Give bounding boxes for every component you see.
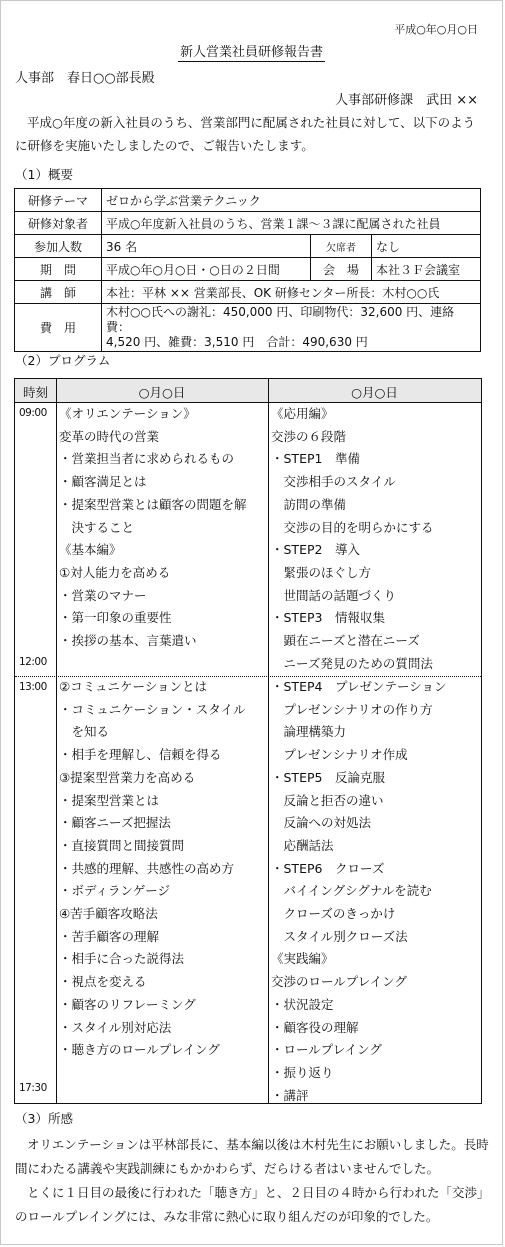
count-label: 参加人数 (15, 235, 102, 258)
program-item: ・苦手顧客の理解 (59, 928, 160, 944)
program-item: 反論と拒否の違い (271, 792, 384, 808)
time-label: 13:00 (19, 681, 47, 693)
time-label: 09:00 (19, 407, 47, 419)
report-date: 平成○年○月○日 (394, 23, 478, 36)
program-item: ・第一印象の重要性 (59, 610, 172, 626)
day2-column-header: ○月○日 (351, 385, 398, 400)
program-item: ・ボディランゲージ (59, 883, 171, 899)
table-row (15, 281, 481, 304)
report-title (1, 41, 502, 60)
day1-column-header: ○月○日 (138, 385, 186, 400)
program-item: 緊張のほぐし方 (271, 564, 372, 580)
program-item: ・営業のマナー (59, 587, 147, 603)
day2-afternoon-list (271, 676, 446, 1107)
program-table (14, 378, 482, 1104)
program-item: 《オリエンテーション》 (59, 406, 196, 421)
target-value: 平成○年度新入社員のうち、営業１課～３課に配属された社員 (102, 212, 481, 235)
program-item: ・視点を変える (59, 974, 147, 990)
program-item: ・聴き方のロールプレイング (59, 1042, 220, 1058)
lecturer-value: 本社：平林 ×× 営業部長、OK 研修センター所長：木村○○氏 (102, 281, 481, 304)
program-item: ・顧客満足とは (59, 474, 147, 490)
program-item: プレゼンシナリオの作り方 (271, 701, 433, 717)
time-label: 17:30 (19, 1082, 47, 1094)
venue-label: 会 場 (311, 258, 372, 281)
cost-line: 4,520 円、雑費：3,510 円 合計：490,630 円 (106, 335, 368, 349)
table-row (15, 258, 481, 281)
sender: 人事部研修課 武田 ×× (335, 93, 478, 108)
target-label: 研修対象者 (15, 212, 102, 235)
period-label: 期 問 (15, 258, 102, 281)
program-item: ②コミュニケーションとは (59, 679, 207, 694)
program-item: 訪問の準備 (271, 496, 347, 512)
overview-table (14, 188, 481, 352)
time-column-header: 時刻 (22, 385, 48, 400)
program-item: プレゼンシナリオ作成 (271, 747, 408, 763)
program-item: 顕在ニーズと潜在ニーズ (271, 633, 420, 649)
table-row (15, 212, 481, 235)
absent-value: なし (372, 235, 481, 258)
program-item: 決すること (59, 519, 135, 535)
program-item: ・振り返り (271, 1064, 334, 1080)
program-item: ・ロールプレイング (271, 1042, 382, 1058)
program-item: 応酬話法 (271, 837, 334, 853)
program-item: 交渉のロールプレイング (271, 974, 407, 990)
program-item: 論理構築力 (271, 724, 347, 740)
count-value: 36 名 (102, 235, 311, 258)
program-item: ・顧客ニーズ把握法 (59, 815, 171, 831)
program-item: ・提案型営業とは (59, 792, 160, 808)
program-item: ニーズ発見のための質問法 (271, 655, 433, 671)
program-item: ・スタイル別対応法 (59, 1019, 172, 1035)
report-title-text: 新人営業社員研修報告書 (179, 45, 323, 60)
program-item: ・挨拶の基本、言葉遣い (59, 633, 197, 649)
table-row (15, 304, 481, 352)
recipient: 人事部 春日○○部長殿 (15, 71, 155, 86)
program-item: 《応用編》 (271, 406, 334, 421)
program-item: ・共感的理解、共感性の高め方 (59, 860, 235, 876)
program-item: ・STEP6 クローズ (271, 860, 385, 876)
program-item: ・直接質問と間接質問 (59, 837, 185, 853)
overview-heading: （1）概要 (15, 167, 73, 182)
lecturer-label: 講 師 (15, 281, 102, 304)
program-item: ・STEP5 反論克服 (271, 769, 385, 785)
table-row (15, 235, 481, 258)
column-divider (268, 379, 269, 1103)
program-item: 世間話の話題づくり (271, 587, 397, 603)
program-item: ・顧客のリフレーミング (59, 996, 196, 1012)
program-item: 《実践編》 (271, 951, 334, 967)
theme-value: ゼロから学ぶ営業テクニック (102, 189, 481, 212)
intro-paragraph: 平成○年度の新入社員のうち、営業部門に配属された社員に対して、以下のように研修を実施いたしましたので、ご報告いたします。 (15, 115, 476, 153)
column-divider (56, 379, 57, 1103)
day1-morning-list (59, 403, 247, 653)
program-heading: （2）プログラム (15, 353, 111, 368)
program-item: 変革の時代の営業 (59, 428, 160, 444)
cost-label: 費 用 (15, 304, 102, 352)
program-item: ③提案型営業力を高める (59, 769, 196, 785)
impressions-body (15, 1133, 489, 1229)
table-row (15, 189, 481, 212)
program-item: ・顧客役の理解 (271, 1019, 359, 1035)
program-item: 交渉の目的を明らかにする (271, 519, 434, 535)
venue-value: 本社３Ｆ会議室 (372, 258, 481, 281)
theme-label: 研修テーマ (15, 189, 102, 212)
program-item: バイイングシグナルを読む (271, 883, 432, 899)
program-item: ④苦手顧客攻略法 (59, 906, 158, 922)
program-item: ・相手に合った説得法 (59, 951, 185, 967)
impressions-heading: （3）所感 (15, 1111, 73, 1126)
program-item: スタイル別クローズ法 (271, 928, 408, 944)
program-item: ・STEP3 情報収集 (271, 610, 385, 626)
cost-value (102, 304, 481, 352)
program-item: ・状況設定 (271, 996, 334, 1012)
time-label: 12:00 (19, 656, 47, 668)
program-item: ・営業担当者に求められるもの (59, 451, 235, 467)
program-item: を知る (59, 724, 110, 740)
program-item: 《基本編》 (59, 542, 122, 558)
program-item: ・STEP4 プレゼンテーション (271, 679, 447, 694)
program-item: ・相手を理解し、信頼を得る (59, 747, 222, 763)
program-item: ・講評 (271, 1087, 309, 1103)
program-item: ・コミュニケーション・スタイル (59, 701, 246, 717)
day1-afternoon-list (59, 676, 246, 1062)
impressions-paragraph: オリエンテーションは平林部長に、基本編以後は木村先生にお願いしました。長時間にわたる講義や実践訓練にもかかわらず、だらける者はいませんでした。 (15, 1137, 489, 1176)
program-item: ・STEP2 導入 (271, 542, 360, 558)
period-value: 平成○年○月○日・○日の２日間 (102, 258, 311, 281)
absent-label: 欠席者 (311, 235, 372, 258)
cost-line: 木村○○氏への謝礼：450,000 円、印刷物代：32,600 円、連絡費： (106, 305, 455, 334)
day2-morning-list (271, 403, 434, 675)
program-item: クローズのきっかけ (271, 906, 396, 922)
impressions-paragraph: とくに１日目の最後に行われた「聴き方」と、２日目の４時から行われた「交渉」のロールプレイングには、みな非常に熱心に取り組んだのが印象的でした。 (15, 1185, 484, 1224)
program-item: 反論への対処法 (271, 815, 372, 831)
program-item: 交渉相手のスタイル (271, 474, 396, 490)
program-item: 交渉の６段階 (271, 428, 347, 444)
program-item: ・STEP1 準備 (271, 451, 360, 467)
program-item: ①対人能力を高める (59, 564, 171, 580)
program-item: ・提案型営業とは顧客の問題を解 (59, 496, 247, 512)
